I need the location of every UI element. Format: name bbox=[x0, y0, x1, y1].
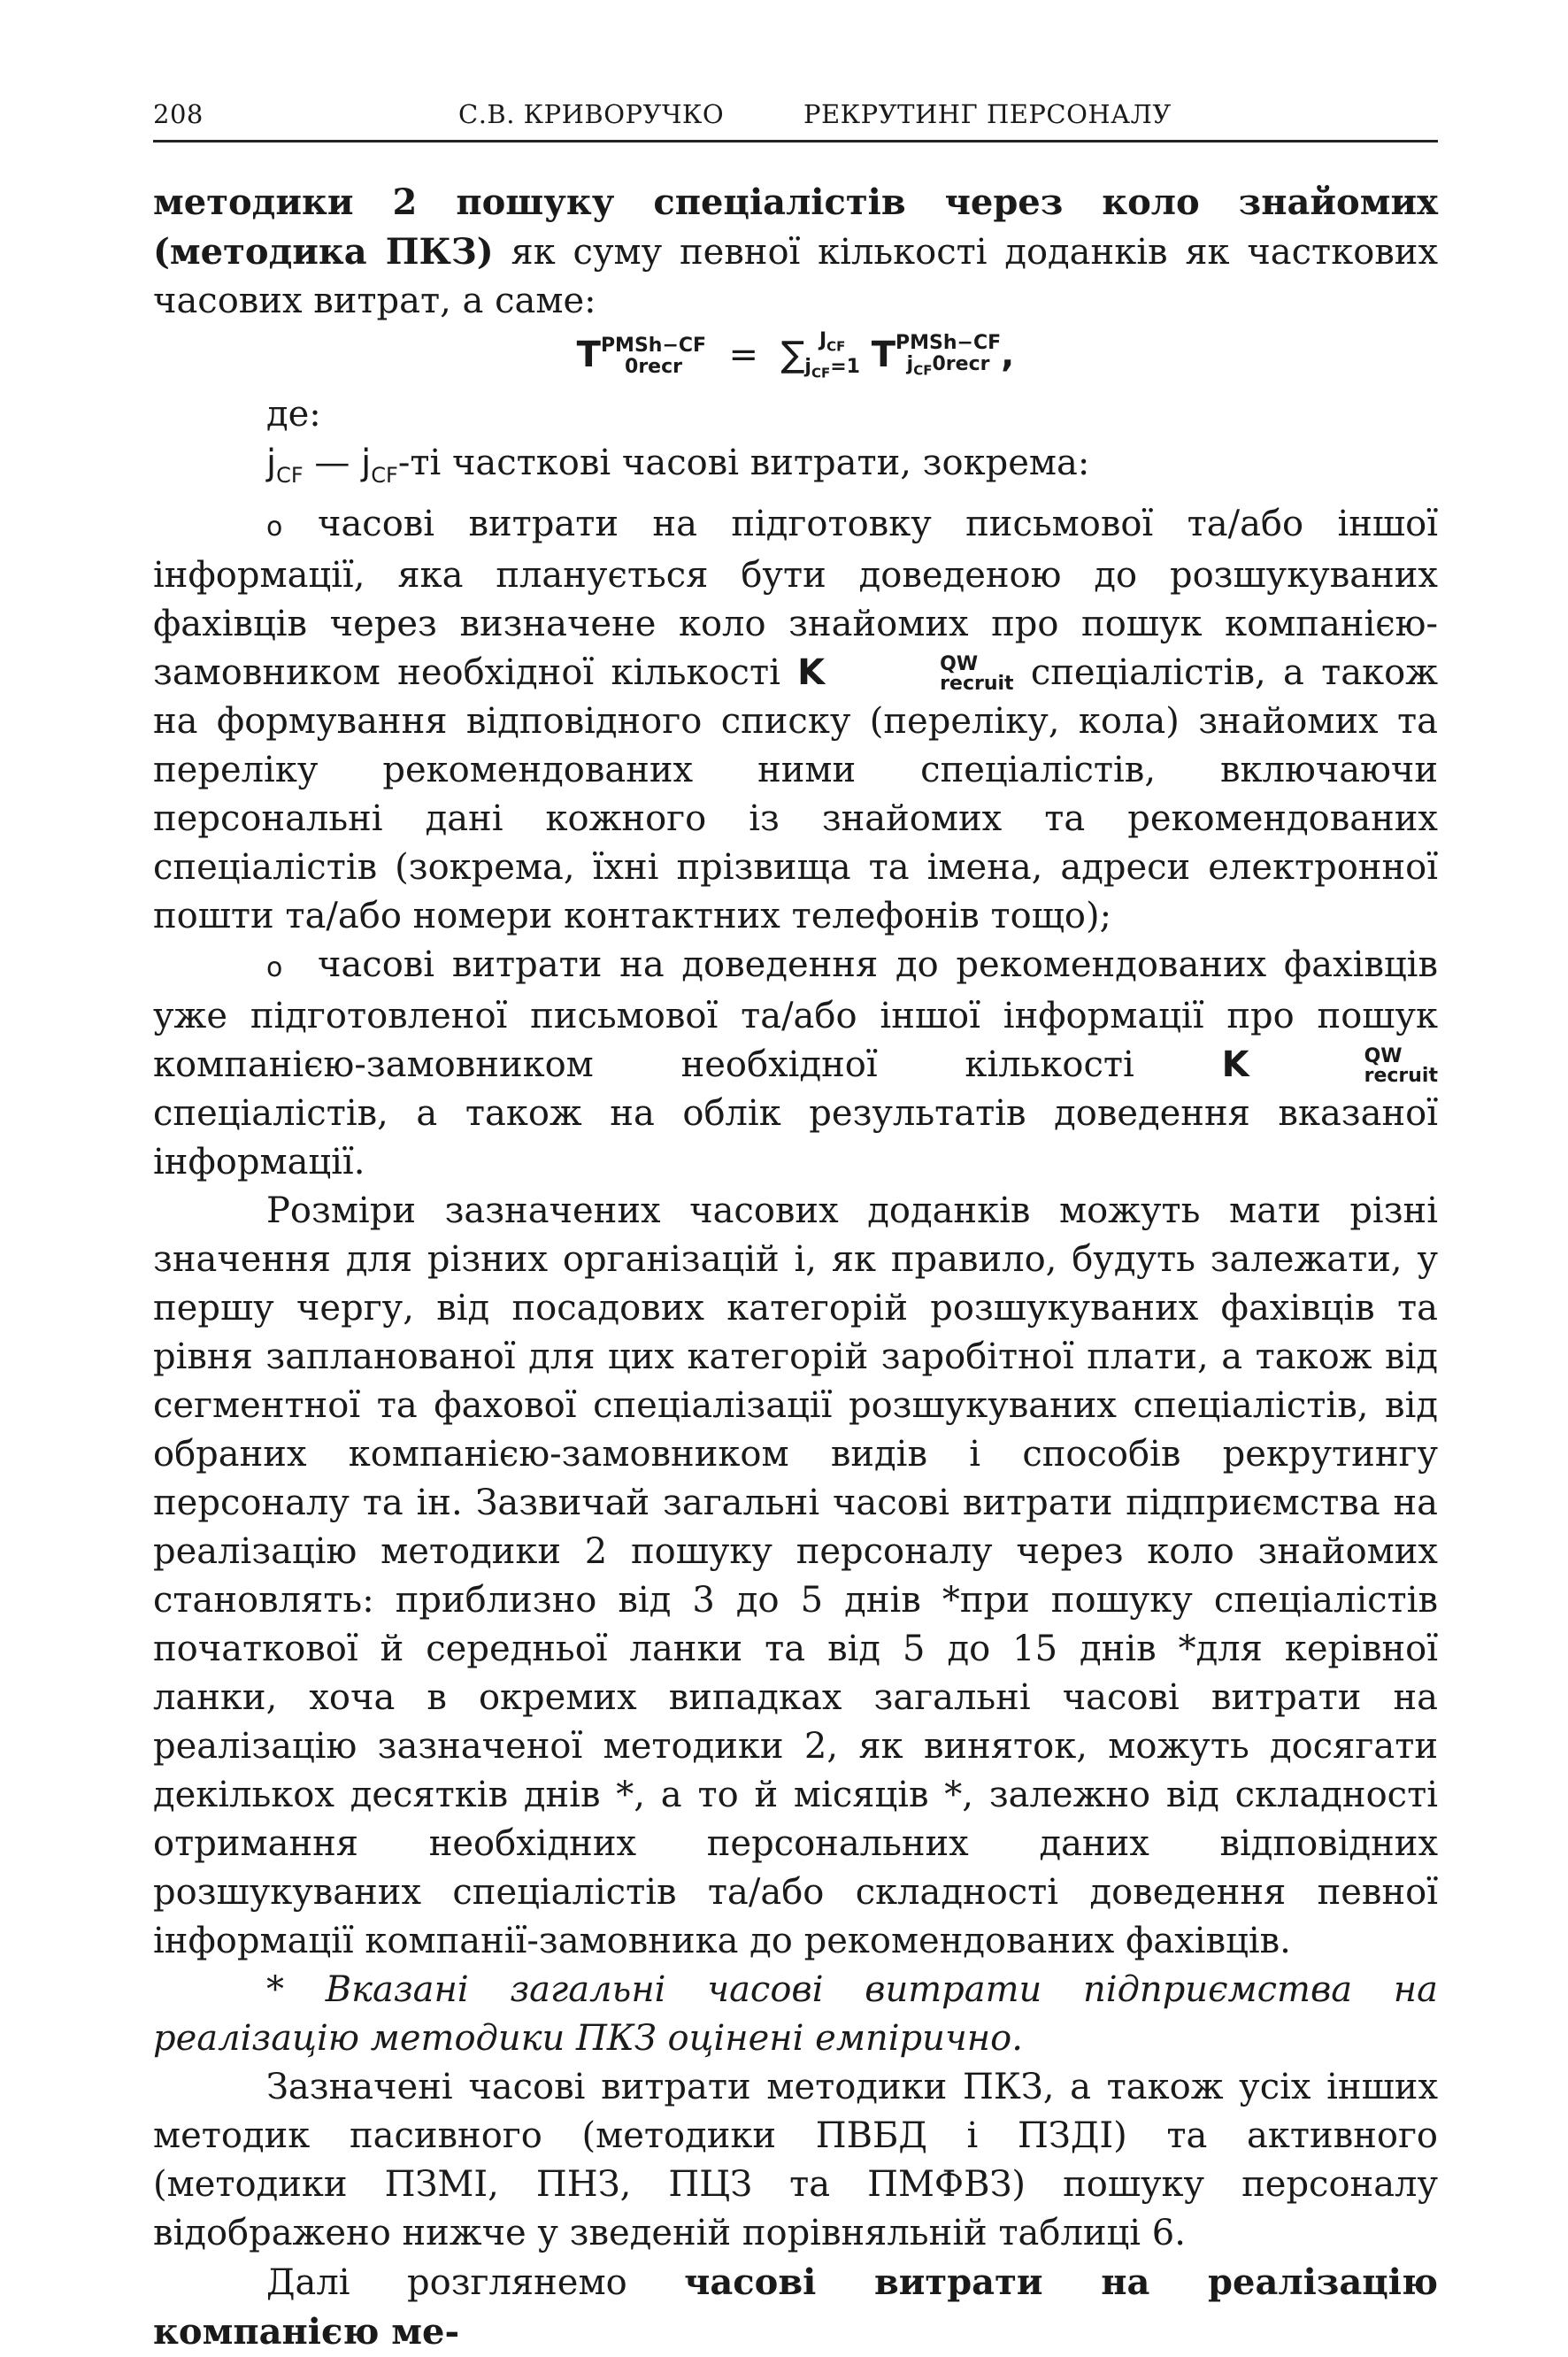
def-var: j bbox=[266, 443, 277, 484]
formula-rhs-symbol: T bbox=[871, 335, 895, 375]
formula-sum-lower: $j_{CF}=1$ bbox=[804, 356, 860, 381]
bullet-marker: o bbox=[266, 512, 283, 543]
bullet-text: часові витрати на підготовку письмової та/або іншої інформації, яка планується бути доведеною до розшукуваних фахівців через визначене коло знайомих про пошук компанією-замовником необхідної кількості bbox=[153, 504, 1438, 694]
header-author: С.В. КРИВОРУЧКО bbox=[458, 99, 725, 129]
footnote-note: * Вказані загальні часові витрати підприємства на реалізацію методики ПКЗ оцінені емпірично. bbox=[153, 1969, 1438, 2060]
page-number: 208 bbox=[153, 99, 204, 129]
bullet-marker: o bbox=[266, 952, 283, 984]
time-cost-formula bbox=[153, 327, 1438, 383]
header-book-title: РЕКРУТИНГ ПЕРСОНАЛУ bbox=[803, 99, 1172, 129]
page-body bbox=[153, 178, 1438, 2357]
paragraph-next-bold: часові витрати на реалізацію компанією ме- bbox=[153, 2261, 1438, 2353]
bullet-text-cont: спеціалістів, а також на облік результатів доведення вказаної інформації. bbox=[153, 1093, 1438, 1183]
list-item bbox=[153, 500, 1438, 941]
bold-lead: методики 2 пошуку спеціалістів через коло знайомих (методика ПКЗ) bbox=[153, 181, 1438, 273]
formula-sum-symbol: ∑ bbox=[780, 335, 805, 375]
paragraph-text: як суму певної кількості доданків як часткових часових витрат, а саме: bbox=[153, 232, 1439, 321]
paragraph-table-reference: Зазначені часові витрати методики ПКЗ, а також усіх інших методик пасивного (методики ПВБД і ПЗДІ) та активного (методики ПЗМІ, ПНЗ, ПЦЗ та ПМФВЗ) пошуку персоналу відображено нижче у зведеній порівняльній таблиці 6. bbox=[153, 2067, 1438, 2254]
bullet-text-cont: спеціалістів, а також на формування відповідного списку (переліку, кола) знайомих та переліку рекомендованих ними спеціалістів, включаючи персональні дані кожного із знайомих та рекомендованих спеціалістів (зокрема, їхні прізвища та імена, адреси електронної пошти та/або номери контактних телефонів тощо); bbox=[153, 652, 1438, 937]
where-label: де: bbox=[266, 394, 321, 435]
def-var-sub: CF bbox=[276, 463, 304, 489]
paragraph-next-lead: Далі розглянемо bbox=[266, 2262, 685, 2304]
def-var2-sub: CF bbox=[371, 463, 398, 489]
variable-definition bbox=[153, 439, 1438, 500]
formula-lhs-symbol: T bbox=[576, 335, 601, 375]
book-page bbox=[153, 97, 1438, 2357]
running-header bbox=[153, 97, 1438, 142]
k-recruit-symbol: K QW recruit bbox=[1221, 1044, 1438, 1088]
bullet-text: часові витрати на доведення до рекомендованих фахівців уже підготовленої письмової та/або іншої інформації про пошук компанією-замовником необхідної кількості bbox=[153, 944, 1438, 1086]
paragraph-time-ranges: Розміри зазначених часових доданків можуть мати різні значення для різних організацій і, як правило, будуть залежати, у першу чергу, від посадових категорій розшукуваних фахівців та рівня запланованої для цих категорій заробітної плати, а також від сегментної та фахової спеціалізації розшукуваних спеціалістів, від обраних компанією-замовником видів і способів рекрутингу персоналу та ін. Зазвичай загальні часові витрати підприємства на реалізацію методики 2 пошуку персоналу через коло знайомих становлять: приблизно від 3 до 5 днів *при пошуку спеціалістів початкової й середньої ланки та від 5 до 15 днів *для керівної ланки, хоча в окремих випадках загальні часові витрати на реалізацію зазначеної методики 2, як виняток, можуть досягати декількох десятків днів *, а то й місяців *, залежно від складності отримання необхідних персональних даних відповідних розшукуваних спеціалістів та/або складності доведення певної інформації компанії-замовника до рекомендованих фахівців. bbox=[153, 1190, 1438, 1962]
formula-rhs-superscript: PMSh−CF bbox=[895, 331, 1002, 354]
formula-sum-upper: $J_{CF}$ bbox=[819, 328, 846, 354]
def-text: -ті часткові часові витрати, зокрема: bbox=[397, 443, 1090, 484]
k-recruit-symbol: K QW recruit bbox=[797, 652, 1014, 696]
def-dash: — bbox=[303, 443, 362, 484]
formula-equals: = bbox=[728, 335, 759, 375]
formula-comma: , bbox=[1001, 335, 1015, 375]
paragraph-continuation bbox=[153, 178, 1438, 326]
paragraph-next bbox=[153, 2258, 1438, 2357]
formula-rhs-subscript: $j_{CF}0recr$ bbox=[906, 352, 990, 379]
def-var2: j bbox=[361, 443, 372, 484]
formula-lhs-subscript: 0recr bbox=[625, 356, 682, 378]
list-item bbox=[153, 941, 1438, 1187]
formula-lhs-superscript: PMSh−CF bbox=[600, 335, 707, 357]
